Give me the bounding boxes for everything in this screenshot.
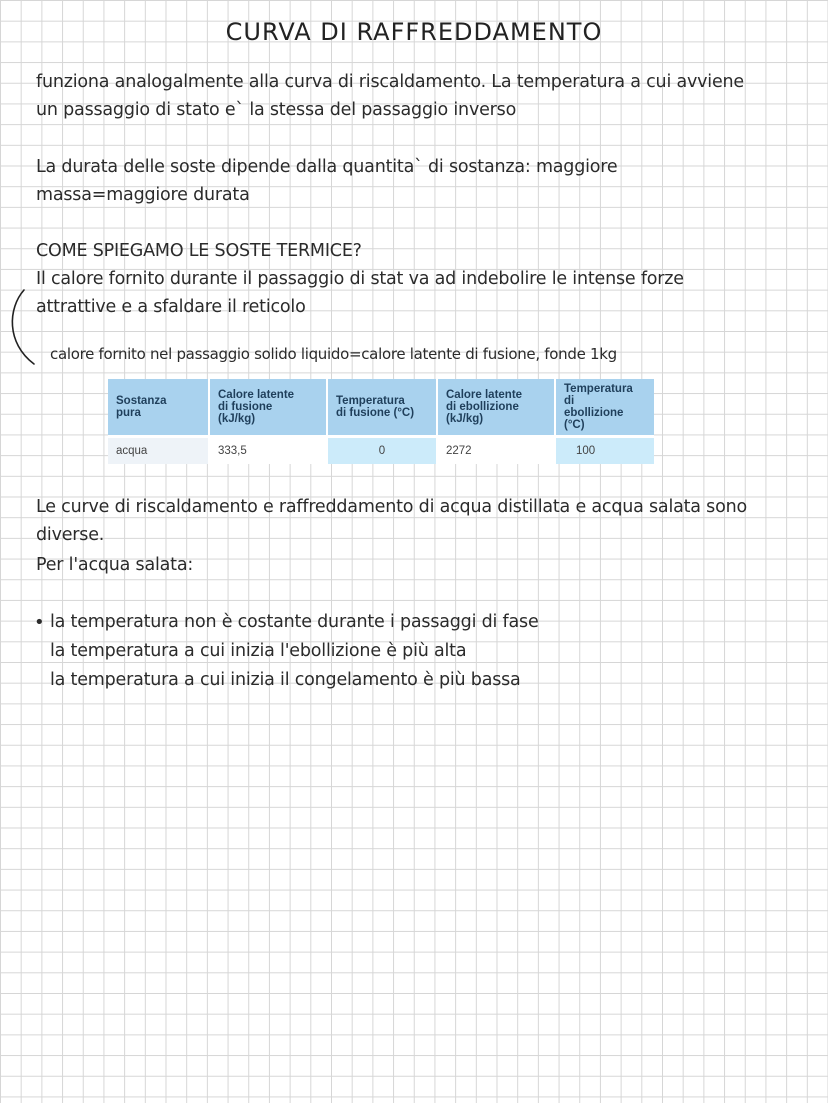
- table-cell: 100: [555, 437, 654, 465]
- table-row: [108, 437, 654, 465]
- table-header-cell: Calore latente di fusione (kJ/kg): [209, 379, 327, 437]
- table-header-row: [108, 379, 654, 437]
- explanation-line-2: attrattive e a sfaldare il reticolo: [36, 297, 306, 317]
- table-cell: 0: [327, 437, 437, 465]
- substance-table: [108, 379, 654, 464]
- salt-line-3: Per l'acqua salata:: [36, 555, 194, 575]
- question-heading: COME SPIEGAMO LE SOSTE TERMICE?: [36, 241, 362, 261]
- table-cell: 2272: [437, 437, 555, 465]
- table-cell: acqua: [108, 437, 209, 465]
- page-title: CURVA DI RAFFREDDAMENTO: [225, 18, 603, 46]
- table-header-cell: Temperatura di ebollizione (°C): [555, 379, 654, 437]
- duration-line-2: massa=maggiore durata: [36, 185, 250, 205]
- list-item: la temperatura a cui inizia il congelamento è più bassa: [50, 670, 521, 690]
- list-item: la temperatura a cui inizia l'ebollizione è più alta: [50, 641, 467, 661]
- bullet-icon: •: [34, 612, 45, 633]
- table-cell: 333,5: [209, 437, 327, 465]
- duration-line-1: La durata delle soste dipende dalla quantita` di sostanza: maggiore: [36, 157, 618, 177]
- table-header-cell: Sostanza pura: [108, 379, 209, 437]
- table-header-cell: Calore latente di ebollizione (kJ/kg): [437, 379, 555, 437]
- latent-heat-note: calore fornito nel passaggio solido liquido=calore latente di fusione, fonde 1kg: [50, 345, 617, 363]
- salt-line-2: diverse.: [36, 525, 105, 545]
- table-header-cell: Temperatura di fusione (°C): [327, 379, 437, 437]
- intro-line-2: un passaggio di stato e` la stessa del passaggio inverso: [36, 100, 517, 120]
- explanation-line-1: Il calore fornito durante il passaggio di stat va ad indebolire le intense forze: [36, 269, 684, 289]
- list-item: la temperatura non è costante durante i passaggi di fase: [50, 612, 539, 632]
- salt-line-1: Le curve di riscaldamento e raffreddamento di acqua distillata e acqua salata sono: [36, 497, 748, 517]
- intro-line-1: funziona analogalmente alla curva di riscaldamento. La temperatura a cui avviene: [36, 72, 744, 92]
- bracket-icon: [6, 288, 46, 368]
